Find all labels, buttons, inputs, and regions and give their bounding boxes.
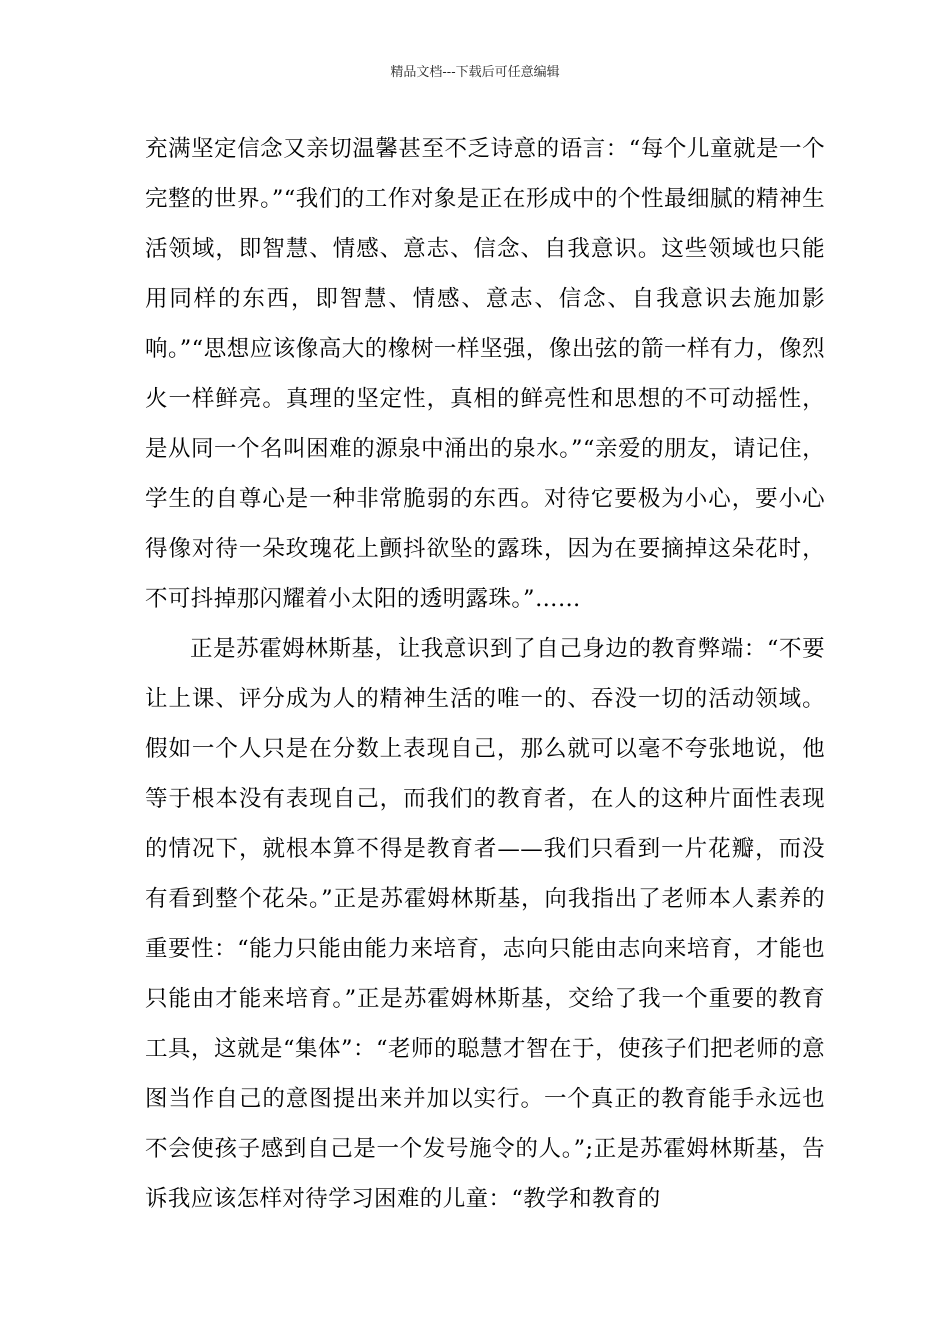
paragraph-continued-quotes: 充满坚定信念又亲切温馨甚至不乏诗意的语言：“每个儿童就是一个完整的世界。”“我们的工作对象是正在形成中的个性最细腻的精神生活领域，即智慧、情感、意志、信念、自我意识。这些领域也只能用同样的东西，即智慧、情感、意志、信念、自我意识去施加影响。”“思想应该像高大的橡树一样坚强，像出弦的箭一样有力，像烈火一样鲜亮。真理的坚定性，真相的鲜亮性和思想的不可动摇性，是从同一个名叫困难的源泉中涌出的泉水。”“亲爱的朋友，请记住，学生的自尊心是一种非常脆弱的东西。对待它要极为小心，要小心得像对待一朵玫瑰花上颤抖欲坠的露珠，因为在要摘掉这朵花时，不可抖掉那闪耀着小太阳的透明露珠。”…… — [145, 136, 825, 612]
paragraph-sukhomlinsky: 正是苏霍姆林斯基，让我意识到了自己身边的教育弊端：“不要让上课、评分成为人的精神生活的唯一的、吞没一切的活动领域。假如一个人只是在分数上表现自己，那么就可以毫不夸张地说，他等于根本没有表现自己，而我们的教育者，在人的这种片面性表现的情况下，就根本算不得是教育者——我们只看到一片花瓣，而没有看到整个花朵。”正是苏霍姆林斯基，向我指出了老师本人素养的重要性：“能力只能由能力来培育，志向只能由志向来培育，才能也只能由才能来培育。”正是苏霍姆林斯基，交给了我一个重要的教育工具，这就是“集体”：“老师的聪慧才智在于，使孩子们把老师的意图当作自己的意图提出来并加以实行。一个真正的教育能手永远也不会使孩子感到自己是一个发号施令的人。”;正是苏霍姆林斯基，告诉我应该怎样对待学习困难的儿童：“教学和教育的 — [145, 636, 825, 1212]
document-body — [145, 124, 825, 1224]
page-header: 精品文档---下载后可任意编辑 — [390, 65, 560, 80]
